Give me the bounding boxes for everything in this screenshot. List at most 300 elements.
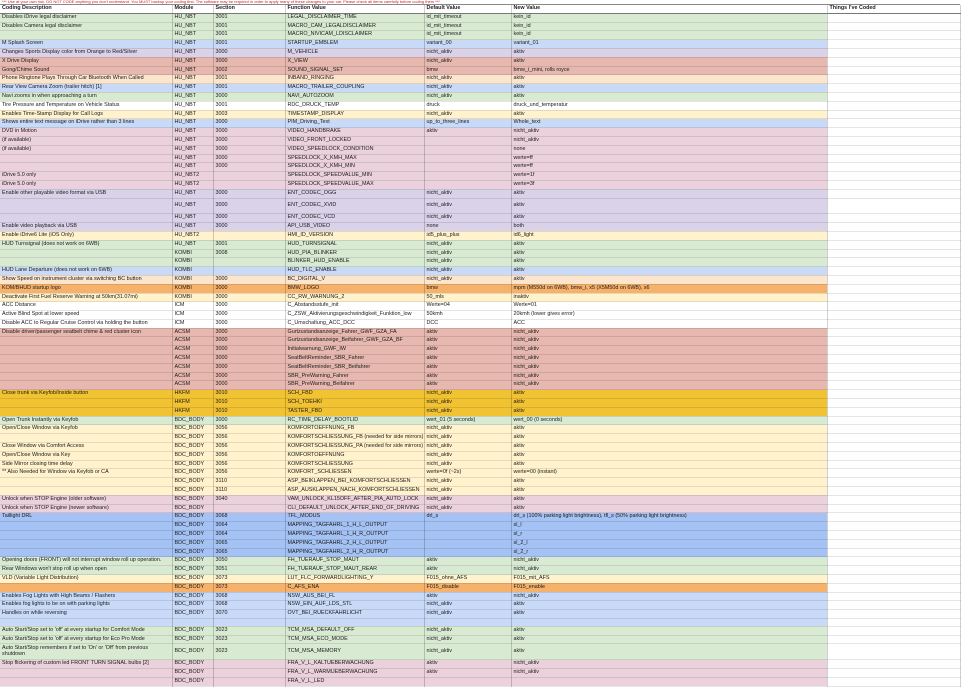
function-value-cell[interactable]: SPEEDLOCK_SPEEDVALUE_MAX [285,180,424,189]
table-row[interactable] [0,240,960,249]
section-cell[interactable]: 3000 [213,416,285,425]
function-value-cell[interactable]: OVT_BEI_RUECKFAHRLICHT [285,610,424,619]
section-cell[interactable]: 3000 [213,302,285,311]
new-value-cell[interactable]: kein_id [511,31,827,40]
new-value-cell[interactable]: werte=1f [511,172,827,181]
section-cell[interactable]: 3000 [213,355,285,364]
default-value-cell[interactable]: bmw [424,66,511,75]
things-coded-cell[interactable] [827,48,960,57]
table-row[interactable] [0,328,960,337]
new-value-cell[interactable]: aktiv [511,198,827,214]
section-cell[interactable] [213,660,285,669]
column-header[interactable]: Section [213,5,285,13]
description-cell[interactable]: Auto Start/Stop set to 'off' at every startup for Comfort Mode [0,626,172,635]
function-value-cell[interactable]: HUD_TURNSIGNAL [285,240,424,249]
table-row[interactable] [0,372,960,381]
default-value-cell[interactable]: nicht_aktiv [424,258,511,267]
new-value-cell[interactable]: aktiv [511,240,827,249]
default-value-cell[interactable]: nicht_aktiv [424,610,511,619]
section-cell[interactable]: 3000 [213,311,285,320]
default-value-cell[interactable]: Werte=04 [424,302,511,311]
new-value-cell[interactable]: aktiv [511,635,827,644]
module-cell[interactable]: BDC_BODY [172,469,213,478]
description-cell[interactable]: Open/Close Window via Key [0,451,172,460]
column-header[interactable]: Things I've Coded [827,5,960,13]
module-cell[interactable]: BDC_BODY [172,626,213,635]
section-cell[interactable]: 3065 [213,548,285,557]
function-value-cell[interactable]: C_AFS_ENA [285,583,424,592]
function-value-cell[interactable]: MACRO_NIVICAM_LDISCLAIMER [285,31,424,40]
default-value-cell[interactable] [424,618,511,626]
section-cell[interactable]: 3000 [213,319,285,328]
section-cell[interactable] [213,504,285,513]
description-cell[interactable]: (if available) [0,145,172,154]
things-coded-cell[interactable] [827,363,960,372]
table-row[interactable] [0,487,960,496]
module-cell[interactable]: HKFM [172,399,213,408]
section-cell[interactable]: 3064 [213,522,285,531]
description-cell[interactable]: Navi zooms in when approaching a turn [0,92,172,101]
description-cell[interactable]: Show Speed on instrument cluster via switching BC button [0,275,172,284]
default-value-cell[interactable]: aktiv [424,337,511,346]
description-cell[interactable]: Enable other playable video format via USB [0,189,172,198]
table-row[interactable] [0,522,960,531]
new-value-cell[interactable]: Whole_text [511,119,827,128]
default-value-cell[interactable]: nicht_aktiv [424,601,511,610]
description-cell[interactable]: Rear Windows won't stop roll up when open [0,566,172,575]
new-value-cell[interactable]: nicht_aktiv [511,381,827,390]
section-cell[interactable]: 3010 [213,390,285,399]
default-value-cell[interactable]: nicht_aktiv [424,626,511,635]
new-value-cell[interactable]: ACC [511,319,827,328]
module-cell[interactable]: HU_NBT [172,13,213,22]
table-row[interactable] [0,275,960,284]
section-cell[interactable] [213,677,285,686]
module-cell[interactable]: KOMBI [172,293,213,302]
function-value-cell[interactable]: TCM_MSA_DEFAULT_OFF [285,626,424,635]
section-cell[interactable]: 3000 [213,136,285,145]
things-coded-cell[interactable] [827,110,960,119]
default-value-cell[interactable]: nicht_aktiv [424,487,511,496]
description-cell[interactable] [0,258,172,267]
new-value-cell[interactable]: aktiv [511,644,827,660]
table-row[interactable] [0,198,960,214]
table-row[interactable] [0,583,960,592]
new-value-cell[interactable]: aktiv [511,189,827,198]
default-value-cell[interactable]: nicht_aktiv [424,84,511,93]
table-row[interactable] [0,319,960,328]
function-value-cell[interactable] [285,618,424,626]
description-cell[interactable]: iDrive 5.0 only [0,172,172,181]
description-cell[interactable] [0,618,172,626]
things-coded-cell[interactable] [827,372,960,381]
default-value-cell[interactable]: id_mit_timeout [424,13,511,22]
module-cell[interactable]: HU_NBT [172,198,213,214]
module-cell[interactable]: BDC_BODY [172,451,213,460]
things-coded-cell[interactable] [827,390,960,399]
column-header[interactable]: Default Value [424,5,511,13]
things-coded-cell[interactable] [827,172,960,181]
module-cell[interactable]: BDC_BODY [172,644,213,660]
default-value-cell[interactable]: nicht_aktiv [424,434,511,443]
table-row[interactable] [0,48,960,57]
section-cell[interactable] [213,669,285,678]
new-value-cell[interactable]: none [511,145,827,154]
new-value-cell[interactable]: aktiv [511,57,827,66]
column-header[interactable]: Coding Description [0,5,172,13]
default-value-cell[interactable]: nicht_aktiv [424,443,511,452]
new-value-cell[interactable]: aktiv [511,214,827,223]
description-cell[interactable]: Active Blind Spot at lower speed [0,311,172,320]
description-cell[interactable] [0,399,172,408]
section-cell[interactable]: 3056 [213,451,285,460]
section-cell[interactable]: 3010 [213,407,285,416]
section-cell[interactable]: 3064 [213,531,285,540]
default-value-cell[interactable]: aktiv [424,660,511,669]
description-cell[interactable] [0,363,172,372]
new-value-cell[interactable]: nicht_aktiv [511,346,827,355]
things-coded-cell[interactable] [827,231,960,240]
function-value-cell[interactable]: SPEEDLOCK_X_KMH_MIN [285,163,424,172]
default-value-cell[interactable]: nicht_aktiv [424,110,511,119]
table-row[interactable] [0,443,960,452]
module-cell[interactable]: BDC_BODY [172,478,213,487]
function-value-cell[interactable]: RC_TIME_DELAY_BOOTLID [285,416,424,425]
things-coded-cell[interactable] [827,84,960,93]
module-cell[interactable]: BDC_BODY [172,539,213,548]
module-cell[interactable]: HU_NBT [172,22,213,31]
module-cell[interactable]: BDC_BODY [172,531,213,540]
table-row[interactable] [0,180,960,189]
things-coded-cell[interactable] [827,548,960,557]
new-value-cell[interactable]: werte=3f [511,180,827,189]
column-header[interactable]: Function Value [285,5,424,13]
section-cell[interactable]: 3051 [213,566,285,575]
function-value-cell[interactable]: Initialwarnung_GWF_IW [285,346,424,355]
default-value-cell[interactable]: nicht_aktiv [424,57,511,66]
section-cell[interactable]: 3000 [213,293,285,302]
description-cell[interactable]: Changes Sports Display color from Orange to Red/Silver [0,48,172,57]
default-value-cell[interactable]: nicht_aktiv [424,635,511,644]
module-cell[interactable]: ACSM [172,355,213,364]
new-value-cell[interactable]: sl_r [511,531,827,540]
table-row[interactable] [0,425,960,434]
description-cell[interactable]: X Drive Display [0,57,172,66]
new-value-cell[interactable]: aktiv [511,92,827,101]
description-cell[interactable] [0,249,172,258]
new-value-cell[interactable]: aktiv [511,626,827,635]
things-coded-cell[interactable] [827,66,960,75]
function-value-cell[interactable]: HUD_PIA_BLINKER [285,249,424,258]
default-value-cell[interactable] [424,172,511,181]
default-value-cell[interactable]: id_mit_timeout [424,22,511,31]
section-cell[interactable]: 3056 [213,443,285,452]
description-cell[interactable]: HUD Turnsignal (does not work on 6WB) [0,240,172,249]
description-cell[interactable]: Enable iDrive6 Lite (iOS Only) [0,231,172,240]
function-value-cell[interactable]: Gurtzustandsanzeige_Beifahrer_GWF_GZA_BF [285,337,424,346]
default-value-cell[interactable] [424,539,511,548]
table-row[interactable] [0,337,960,346]
section-cell[interactable]: 3000 [213,198,285,214]
description-cell[interactable]: Shows entire text message on iDrive rather than 3 lines [0,119,172,128]
module-cell[interactable]: KOMBI [172,267,213,276]
module-cell[interactable]: HU_NBT [172,223,213,232]
things-coded-cell[interactable] [827,319,960,328]
default-value-cell[interactable]: aktiv [424,372,511,381]
module-cell[interactable]: BDC_BODY [172,677,213,686]
table-row[interactable] [0,214,960,223]
things-coded-cell[interactable] [827,198,960,214]
description-cell[interactable]: Enable video playback via USB [0,223,172,232]
things-coded-cell[interactable] [827,267,960,276]
default-value-cell[interactable]: F015_ohne_AFS [424,575,511,584]
section-cell[interactable]: 3000 [213,128,285,137]
function-value-cell[interactable]: KOMFORTSCHLIESSUNG_FB (needed for side mirrors) [285,434,424,443]
module-cell[interactable]: BDC_BODY [172,416,213,425]
module-cell[interactable]: BDC_BODY [172,522,213,531]
module-cell[interactable]: HU_NBT [172,240,213,249]
table-row[interactable] [0,531,960,540]
new-value-cell[interactable]: aktiv [511,478,827,487]
description-cell[interactable] [0,337,172,346]
section-cell[interactable]: 3010 [213,399,285,408]
module-cell[interactable]: HKFM [172,407,213,416]
table-row[interactable] [0,557,960,566]
function-value-cell[interactable]: C_Umschaltung_ACC_DCC [285,319,424,328]
things-coded-cell[interactable] [827,557,960,566]
things-coded-cell[interactable] [827,22,960,31]
description-cell[interactable] [0,531,172,540]
things-coded-cell[interactable] [827,13,960,22]
module-cell[interactable]: HU_NBT [172,84,213,93]
default-value-cell[interactable]: nicht_aktiv [424,407,511,416]
things-coded-cell[interactable] [827,180,960,189]
things-coded-cell[interactable] [827,302,960,311]
new-value-cell[interactable]: aktiv [511,601,827,610]
section-cell[interactable]: 3002 [213,66,285,75]
section-cell[interactable]: 3001 [213,22,285,31]
description-cell[interactable]: Disables Camera legal disclaimer [0,22,172,31]
module-cell[interactable]: HU_NBT2 [172,231,213,240]
description-cell[interactable]: Unlock when STOP Engine (newer software) [0,504,172,513]
default-value-cell[interactable]: nicht_aktiv [424,504,511,513]
module-cell[interactable]: HU_NBT [172,48,213,57]
function-value-cell[interactable]: API_USB_VIDEO [285,223,424,232]
function-value-cell[interactable]: MAPPING_TAGFAHRL_1_H_L_OUTPUT [285,522,424,531]
module-cell[interactable]: ACSM [172,337,213,346]
new-value-cell[interactable]: drl_s (100% parking light brightness), tfl_s (50% parking light brightness) [511,513,827,522]
section-cell[interactable]: 3001 [213,75,285,84]
description-cell[interactable] [0,407,172,416]
description-cell[interactable] [0,163,172,172]
things-coded-cell[interactable] [827,416,960,425]
section-cell[interactable]: 3000 [213,337,285,346]
function-value-cell[interactable]: C_ZSW_Aktivierungsgeschwindigkeit_Funktion_low [285,311,424,320]
things-coded-cell[interactable] [827,189,960,198]
section-cell[interactable]: 3000 [213,189,285,198]
description-cell[interactable] [0,478,172,487]
new-value-cell[interactable]: Werte=01 [511,302,827,311]
things-coded-cell[interactable] [827,258,960,267]
function-value-cell[interactable]: NSW_AUS_BEI_FL [285,592,424,601]
module-cell[interactable]: BDC_BODY [172,504,213,513]
section-cell[interactable]: 3023 [213,626,285,635]
description-cell[interactable]: Auto Start/Stop set to 'off' at every startup for Eco Pro Mode [0,635,172,644]
description-cell[interactable]: Opening doors (FRONT) will not interrupt window roll up operation. [0,557,172,566]
module-cell[interactable]: ICM [172,311,213,320]
section-cell[interactable]: 3050 [213,557,285,566]
function-value-cell[interactable]: RDC_DRUCK_TEMP [285,101,424,110]
table-row[interactable] [0,539,960,548]
new-value-cell[interactable]: aktiv [511,504,827,513]
module-cell[interactable]: HU_NBT [172,92,213,101]
table-row[interactable] [0,110,960,119]
description-cell[interactable] [0,198,172,214]
new-value-cell[interactable]: nicht_aktiv [511,363,827,372]
description-cell[interactable]: M Splash Screen [0,40,172,49]
function-value-cell[interactable]: MAPPING_TAGFAHRL_1_H_R_OUTPUT [285,531,424,540]
table-row[interactable] [0,548,960,557]
function-value-cell[interactable]: MACRO_CAM_LEGALDISCLAIMER [285,22,424,31]
module-cell[interactable]: HU_NBT [172,119,213,128]
function-value-cell[interactable]: ASP_BEIKLAPPEN_BEI_KOMFORTSCHLIESSEN [285,478,424,487]
new-value-cell[interactable]: sl_l [511,522,827,531]
section-cell[interactable]: 3068 [213,592,285,601]
default-value-cell[interactable]: F015_disable [424,583,511,592]
new-value-cell[interactable] [511,677,827,686]
function-value-cell[interactable]: BC_DIGITAL_V [285,275,424,284]
description-cell[interactable]: Disables iDrive legal disclaimer [0,13,172,22]
table-row[interactable] [0,189,960,198]
things-coded-cell[interactable] [827,618,960,626]
things-coded-cell[interactable] [827,601,960,610]
description-cell[interactable]: Enables fog lights to be on with parking lights [0,601,172,610]
function-value-cell[interactable]: TFL_MODUS [285,513,424,522]
things-coded-cell[interactable] [827,31,960,40]
things-coded-cell[interactable] [827,451,960,460]
new-value-cell[interactable]: aktiv [511,487,827,496]
things-coded-cell[interactable] [827,592,960,601]
function-value-cell[interactable]: CLI_DEFAULT_UNLOCK_AFTER_END_OF_DRIVING [285,504,424,513]
description-cell[interactable] [0,583,172,592]
section-cell[interactable]: 3003 [213,110,285,119]
function-value-cell[interactable]: BLINKER_HUD_ENABLE [285,258,424,267]
module-cell[interactable]: HU_NBT [172,101,213,110]
function-value-cell[interactable]: KOMFORT_SCHLIESSEN [285,469,424,478]
section-cell[interactable]: 3056 [213,425,285,434]
table-row[interactable] [0,136,960,145]
table-row[interactable] [0,355,960,364]
new-value-cell[interactable]: aktiv [511,425,827,434]
section-cell[interactable]: 3040 [213,495,285,504]
default-value-cell[interactable]: nicht_aktiv [424,48,511,57]
table-row[interactable] [0,13,960,22]
table-row[interactable] [0,267,960,276]
table-row[interactable] [0,163,960,172]
new-value-cell[interactable]: variant_01 [511,40,827,49]
section-cell[interactable]: 3065 [213,539,285,548]
function-value-cell[interactable]: LUT_FLC_FORWARDLIGHTING_Y [285,575,424,584]
table-row[interactable] [0,677,960,686]
things-coded-cell[interactable] [827,469,960,478]
description-cell[interactable]: iDrive 5.0 only [0,180,172,189]
table-row[interactable] [0,128,960,137]
description-cell[interactable] [0,548,172,557]
description-cell[interactable]: VLD (Variable Light Distribution) [0,575,172,584]
new-value-cell[interactable]: druck_und_temperatur [511,101,827,110]
new-value-cell[interactable]: nicht_aktiv [511,355,827,364]
function-value-cell[interactable]: SeatBeltReminder_SBR_Beifahrer [285,363,424,372]
table-row[interactable] [0,434,960,443]
table-row[interactable] [0,154,960,163]
function-value-cell[interactable]: KOMFORTSCHLIESSUNG_PA (needed for side mirrors) [285,443,424,452]
function-value-cell[interactable]: ENT_CODEC_VCD [285,214,424,223]
things-coded-cell[interactable] [827,531,960,540]
section-cell[interactable]: 3000 [213,223,285,232]
default-value-cell[interactable]: nicht_aktiv [424,644,511,660]
new-value-cell[interactable]: F015_enable [511,583,827,592]
table-row[interactable] [0,504,960,513]
things-coded-cell[interactable] [827,381,960,390]
module-cell[interactable]: BDC_BODY [172,434,213,443]
new-value-cell[interactable]: nicht_aktiv [511,136,827,145]
module-cell[interactable]: BDC_BODY [172,583,213,592]
default-value-cell[interactable]: nicht_aktiv [424,75,511,84]
function-value-cell[interactable]: INBAND_RINGING [285,75,424,84]
default-value-cell[interactable]: variant_00 [424,40,511,49]
function-value-cell[interactable]: SCH_FBD [285,390,424,399]
module-cell[interactable]: ACSM [172,363,213,372]
module-cell[interactable]: ICM [172,302,213,311]
default-value-cell[interactable]: nicht_aktiv [424,425,511,434]
default-value-cell[interactable] [424,145,511,154]
things-coded-cell[interactable] [827,478,960,487]
function-value-cell[interactable]: ENT_CODEC_XVID [285,198,424,214]
description-cell[interactable]: KOM/BHUD startup logo [0,284,172,293]
table-row[interactable] [0,293,960,302]
table-row[interactable] [0,145,960,154]
things-coded-cell[interactable] [827,504,960,513]
new-value-cell[interactable]: bmw_i_mini, rolls royce [511,66,827,75]
module-cell[interactable]: BDC_BODY [172,513,213,522]
table-row[interactable] [0,618,960,626]
table-row[interactable] [0,172,960,181]
function-value-cell[interactable]: FRA_V_L_KALTUEBERWACHUNG [285,660,424,669]
section-cell[interactable]: 3001 [213,13,285,22]
default-value-cell[interactable]: nicht_aktiv [424,214,511,223]
function-value-cell[interactable]: SOUND_SIGNAL_SET [285,66,424,75]
section-cell[interactable]: 3056 [213,469,285,478]
section-cell[interactable]: 3000 [213,163,285,172]
default-value-cell[interactable] [424,677,511,686]
function-value-cell[interactable]: MAPPING_TAGFAHRL_2_H_R_OUTPUT [285,548,424,557]
default-value-cell[interactable]: drl_s [424,513,511,522]
table-row[interactable] [0,346,960,355]
default-value-cell[interactable]: nicht_aktiv [424,460,511,469]
default-value-cell[interactable]: nicht_aktiv [424,399,511,408]
function-value-cell[interactable]: MAPPING_TAGFAHRL_2_H_L_OUTPUT [285,539,424,548]
description-cell[interactable] [0,522,172,531]
module-cell[interactable]: ACSM [172,346,213,355]
module-cell[interactable]: ICM [172,319,213,328]
description-cell[interactable]: Disable driver/passenger seatbelt chime & red cluster icon [0,328,172,337]
module-cell[interactable]: HU_NBT [172,66,213,75]
things-coded-cell[interactable] [827,40,960,49]
new-value-cell[interactable] [511,618,827,626]
module-cell[interactable]: BDC_BODY [172,601,213,610]
description-cell[interactable] [0,355,172,364]
column-header[interactable]: New Value [511,5,827,13]
